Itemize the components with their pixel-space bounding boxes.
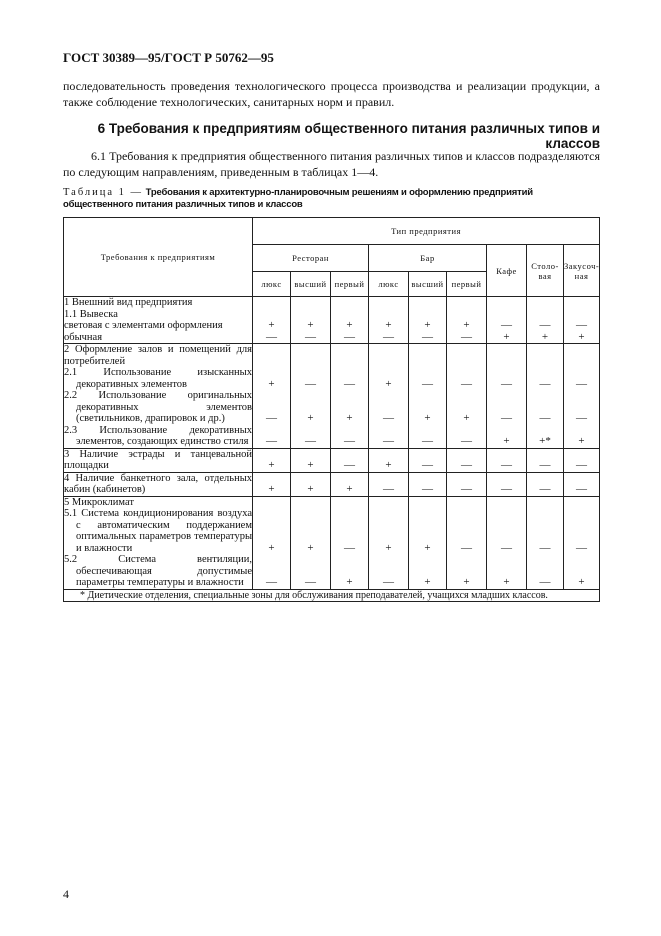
mark: —: [422, 483, 433, 495]
mark: —: [576, 459, 588, 471]
mark-cell: [291, 496, 331, 589]
requirement-cell: [64, 297, 253, 344]
mark-cell: [253, 344, 291, 449]
mark-cell: [331, 472, 369, 496]
mark: —: [539, 541, 551, 554]
mark: +: [268, 377, 275, 390]
mark: —: [576, 377, 588, 390]
mark: —: [539, 412, 551, 424]
mark: —: [266, 412, 277, 424]
mark: —: [539, 576, 551, 588]
mark: —: [266, 435, 277, 447]
mark: —: [383, 483, 394, 495]
mark: —: [539, 377, 551, 390]
header-bar: Бар: [369, 245, 487, 272]
header-enterprise-type: Тип предприятия: [253, 218, 600, 245]
mark: +: [268, 319, 275, 331]
header-canteen: Столо-вая: [527, 245, 564, 297]
mark: —: [501, 483, 512, 495]
mark: +: [346, 412, 353, 424]
mark: —: [383, 435, 394, 447]
mark: —: [576, 412, 588, 424]
mark: —: [344, 541, 355, 554]
mark: —: [461, 435, 472, 447]
mark: —: [383, 576, 394, 588]
document-header: ГОСТ 30389—95/ГОСТ Р 50762—95: [63, 50, 274, 65]
mark: +: [385, 541, 392, 554]
mark-cell: [409, 472, 447, 496]
mark: —: [501, 319, 512, 331]
mark-cell: [291, 448, 331, 472]
mark-cell: [369, 448, 409, 472]
mark: —: [344, 377, 355, 390]
mark-cell: [487, 472, 527, 496]
mark: —: [539, 319, 551, 331]
requirement-text: обычная: [64, 331, 103, 343]
mark: +: [307, 459, 314, 471]
mark: +: [346, 483, 353, 495]
mark-cell: [564, 297, 600, 344]
mark-cell: [291, 297, 331, 344]
requirement-cell: [64, 344, 253, 449]
mark: —: [539, 483, 551, 495]
mark: +: [424, 319, 431, 331]
mark: +: [385, 459, 392, 471]
table-title: Требования к архитектурно-планировочным решениям и оформлению предприятий общественного питания различных типов и классов: [63, 187, 533, 210]
mark: —: [576, 541, 588, 554]
mark: —: [501, 459, 512, 471]
header-bar-first: первый: [447, 272, 487, 297]
requirement-text: 2.2 Использование оригинальных декоративных элементов (светильников, драпировок и др.): [64, 390, 252, 424]
table-row: [64, 496, 600, 589]
mark: —: [383, 412, 394, 424]
mark: —: [461, 377, 472, 390]
mark-cell: [409, 344, 447, 449]
requirement-text: 3 Наличие эстрады и танцевальной площадки: [64, 448, 252, 471]
mark-cell: [331, 448, 369, 472]
requirement-text: 1.1 Вывеска: [64, 308, 118, 320]
mark: +: [578, 330, 585, 343]
mark: +: [463, 319, 470, 331]
mark: +: [578, 576, 585, 588]
mark: —: [576, 483, 588, 495]
mark-cell: [487, 496, 527, 589]
mark-cell: [409, 496, 447, 589]
mark: —: [461, 459, 472, 471]
table-row: [64, 472, 600, 496]
mark: —: [539, 459, 551, 471]
intro-paragraph: последовательность проведения технологического процесса производства и реализации продукции, а также соблюдение технологических, санитарных норм и правил.: [63, 79, 600, 109]
requirement-text: световая с элементами оформления: [64, 320, 223, 331]
mark-cell: [409, 448, 447, 472]
mark: +: [307, 483, 314, 495]
mark-cell: [409, 297, 447, 344]
mark-cell: [564, 448, 600, 472]
mark: +: [503, 330, 510, 343]
mark-cell: [447, 472, 487, 496]
mark: +: [385, 377, 392, 390]
mark: +: [346, 576, 353, 588]
mark: —: [344, 435, 355, 447]
mark: +: [463, 576, 470, 588]
requirement-text: 4 Наличие банкетного зала, отдельных кабин (кабинетов): [64, 472, 252, 495]
mark: +: [541, 330, 549, 343]
requirement-text: 5.1 Система кондиционирования воздуха с автоматическим поддержанием оптимальных параметров температуры и влажности: [64, 508, 252, 554]
header-bar-lux: люкс: [369, 272, 409, 297]
mark: —: [501, 412, 512, 424]
mark: +: [578, 435, 585, 447]
mark: +: [307, 541, 314, 554]
table-label: Таблица 1 —: [63, 187, 144, 198]
requirement-text: 1 Внешний вид предприятия: [64, 297, 193, 308]
requirements-table: [63, 217, 600, 602]
mark: —: [422, 377, 433, 390]
table-row: [64, 344, 600, 449]
mark: +: [424, 541, 431, 554]
mark: —: [266, 330, 277, 343]
header-bar-high: высший: [409, 272, 447, 297]
mark: +: [268, 541, 275, 554]
header-restaurant-first: первый: [331, 272, 369, 297]
mark-cell: [253, 297, 291, 344]
mark: +: [268, 459, 275, 471]
requirement-text: 2.3 Использование декоративных элементов, создающих единство стиля: [64, 424, 252, 447]
mark-cell: [369, 344, 409, 449]
mark: +: [268, 483, 275, 495]
mark-cell: [369, 496, 409, 589]
requirement-text: 5.2 Система вентиляции, обеспечивающая допустимые параметры температуры и влажности: [64, 554, 252, 588]
mark: —: [422, 459, 433, 471]
mark: +: [385, 319, 392, 331]
mark-cell: [527, 297, 564, 344]
mark-cell: [253, 448, 291, 472]
requirement-cell: [64, 496, 253, 589]
table-footnote: * Диетические отделения, специальные зоны для обслуживания преподавателей, учащихся младших классов.: [64, 589, 600, 602]
mark-cell: [527, 496, 564, 589]
mark: —: [305, 435, 316, 447]
mark-cell: [291, 472, 331, 496]
mark-cell: [447, 344, 487, 449]
requirement-text: 5 Микроклимат: [64, 496, 134, 508]
header-cafe: Кафе: [487, 245, 527, 297]
mark-cell: [447, 496, 487, 589]
mark: —: [305, 330, 316, 343]
table-row: [64, 448, 600, 472]
mark-cell: [447, 297, 487, 344]
mark-cell: [564, 472, 600, 496]
mark: +: [424, 412, 431, 424]
mark: +: [503, 576, 510, 588]
table-caption: [63, 187, 600, 211]
mark: —: [461, 483, 472, 495]
mark-cell: [447, 448, 487, 472]
mark-cell: [331, 496, 369, 589]
mark: —: [422, 330, 433, 343]
footnote-row: [64, 589, 600, 602]
section-title: 6 Требования к предприятиям общественного питания различных типов и классов: [97, 121, 600, 151]
mark-cell: [527, 448, 564, 472]
table-row: [64, 297, 600, 344]
mark-cell: [253, 496, 291, 589]
mark: +*: [539, 435, 551, 447]
requirement-text: 2.1 Использование изысканных декоративных элементов: [64, 367, 252, 390]
mark: +: [424, 576, 431, 588]
header-snack-bar: Закусоч-ная: [564, 245, 600, 297]
table-body: [64, 297, 600, 602]
header-requirements: Требования к предприятиям: [64, 218, 253, 297]
mark: —: [501, 377, 512, 390]
mark: +: [503, 435, 510, 447]
mark-cell: [291, 344, 331, 449]
header-restaurant-lux: люкс: [253, 272, 291, 297]
requirement-text: 2 Оформление залов и помещений для потребителей: [64, 344, 252, 367]
mark: —: [422, 435, 433, 447]
paragraph-6-1: 6.1 Требования к предприятия общественного питания различных типов и классов подразделяются по следующим направлениям, приведенным в таблицах 1—4.: [63, 149, 600, 179]
mark: +: [307, 412, 314, 424]
mark-cell: [527, 472, 564, 496]
mark-cell: [564, 496, 600, 589]
mark-cell: [369, 297, 409, 344]
mark-cell: [487, 448, 527, 472]
mark: —: [383, 330, 394, 343]
mark: —: [344, 330, 355, 343]
mark: +: [307, 319, 314, 331]
mark: —: [576, 319, 588, 331]
mark: +: [463, 412, 470, 424]
mark: —: [266, 576, 277, 588]
mark-cell: [527, 344, 564, 449]
mark-cell: [331, 297, 369, 344]
mark: —: [305, 377, 316, 390]
mark-cell: [564, 344, 600, 449]
header-restaurant: Ресторан: [253, 245, 369, 272]
mark-cell: [369, 472, 409, 496]
mark: —: [305, 576, 316, 588]
mark: —: [344, 459, 355, 471]
mark-cell: [487, 297, 527, 344]
header-restaurant-high: высший: [291, 272, 331, 297]
mark-cell: [253, 472, 291, 496]
requirement-cell: [64, 472, 253, 496]
mark: +: [346, 319, 353, 331]
mark: —: [461, 541, 472, 554]
mark-cell: [331, 344, 369, 449]
requirement-cell: [64, 448, 253, 472]
mark: —: [501, 541, 512, 554]
mark: —: [461, 330, 472, 343]
mark-cell: [487, 344, 527, 449]
page-number: 4: [63, 887, 69, 901]
